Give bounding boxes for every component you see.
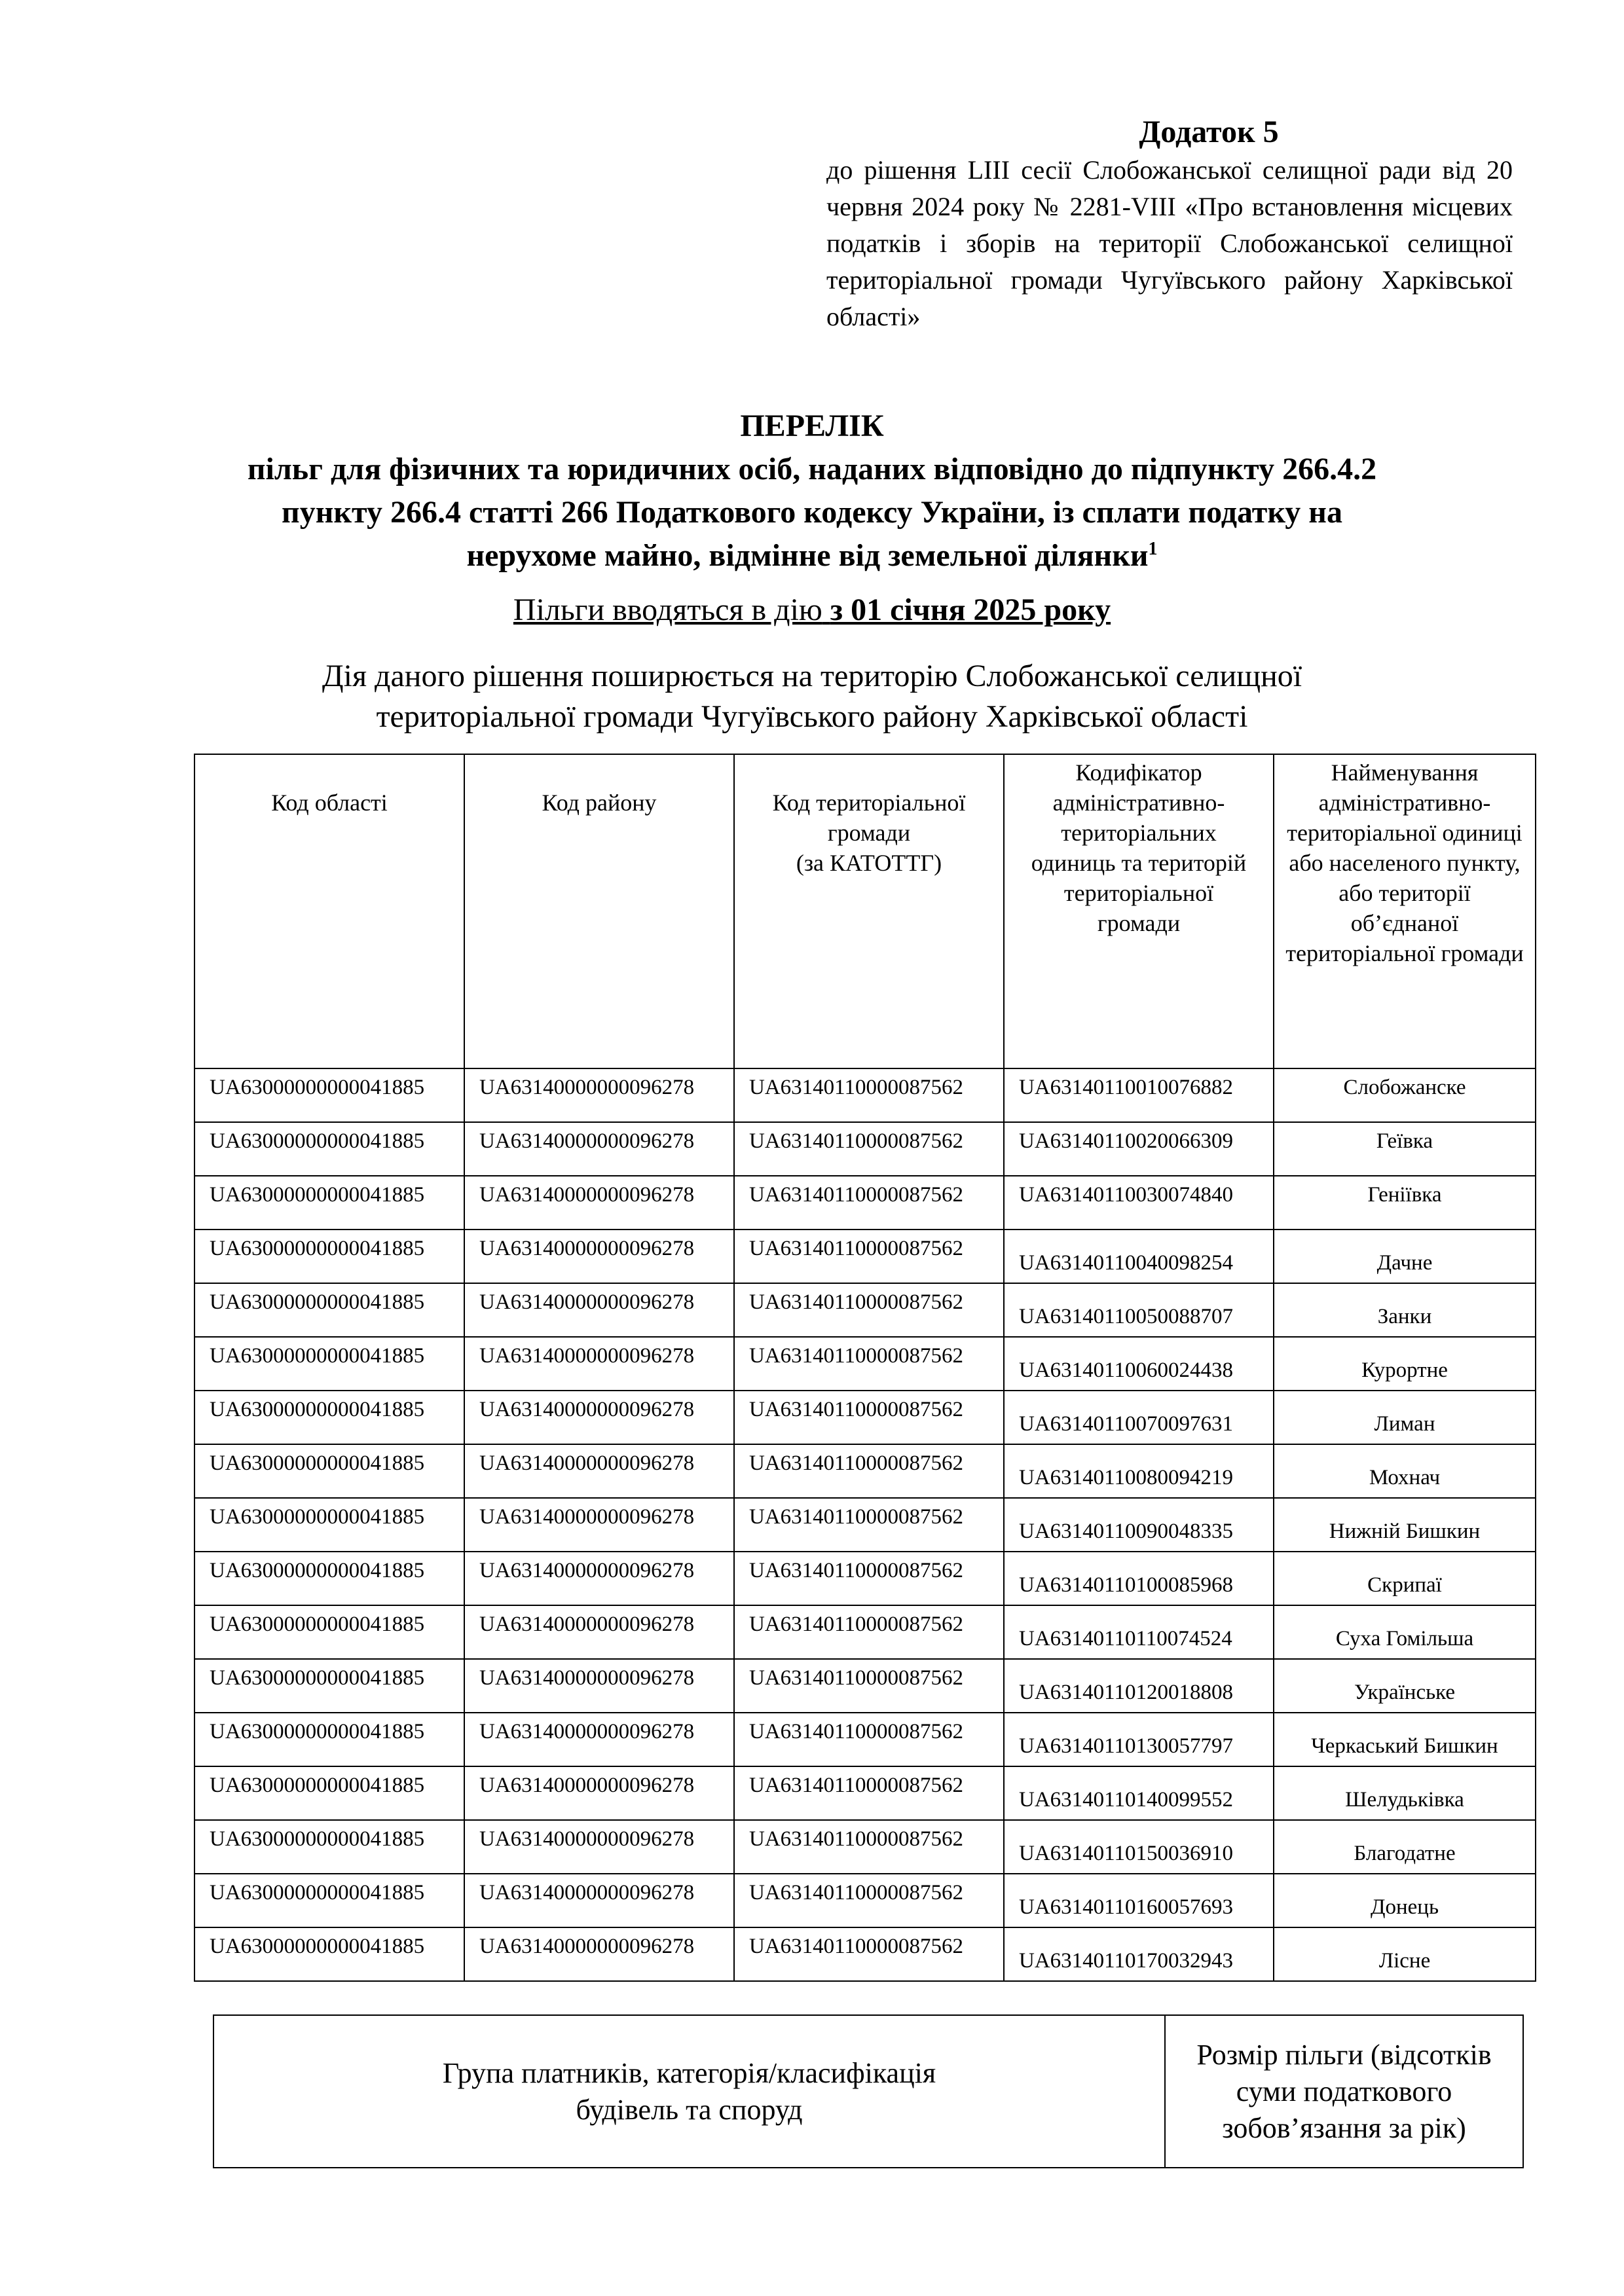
table-row [194,1230,1536,1283]
cell-codifier [1004,1605,1274,1659]
cell-community [734,1659,1004,1713]
cell-community [734,1230,1004,1283]
table-header-row [194,754,1536,1068]
table-row [194,1122,1536,1176]
cell-community-text: UA63140110000087562 [749,1237,963,1260]
cell-district [464,1820,734,1874]
cell-region-text: UA63000000000041885 [210,1237,425,1260]
cell-name [1274,1927,1536,1981]
cell-codifier-text: UA63140110120018808 [1019,1681,1233,1704]
cell-codifier [1004,1874,1274,1927]
header-community-line-2: громади [827,820,911,846]
cell-name [1274,1820,1536,1874]
cell-community-text: UA63140110000087562 [749,1290,963,1314]
cell-name-text: Суха Гомільша [1335,1627,1474,1650]
cell-name-text: Мохнач [1369,1466,1441,1489]
cell-region-text: UA63000000000041885 [210,1613,425,1636]
table-row [194,1605,1536,1659]
cell-district [464,1498,734,1552]
cell-name [1274,1391,1536,1444]
cell-name-text: Дачне [1376,1251,1433,1275]
cell-region-text: UA63000000000041885 [210,1666,425,1690]
cell-region-text: UA63000000000041885 [210,1129,425,1153]
cell-district-text: UA63140000000096278 [479,1183,695,1207]
cell-codifier-text: UA63140110100085968 [1019,1573,1233,1597]
cell-district-text: UA63140000000096278 [479,1774,695,1797]
cell-name-text: Благодатне [1354,1842,1456,1865]
cell-name-text: Курортне [1361,1358,1448,1382]
cell-region-text: UA63000000000041885 [210,1720,425,1743]
cell-codifier-text: UA63140110020066309 [1019,1129,1233,1153]
cell-name [1274,1230,1536,1283]
cell-community [734,1444,1004,1498]
cell-region-text: UA63000000000041885 [210,1505,425,1529]
cell-name-text: Занки [1377,1305,1432,1328]
cell-district [464,1927,734,1981]
cell-codifier-text: UA63140110140099552 [1019,1788,1233,1812]
cell-community [734,1391,1004,1444]
table-row [194,1552,1536,1605]
cell-region-text: UA63000000000041885 [210,1290,425,1314]
cell-region [194,1230,464,1283]
benefit-size-header-text: Розмір пільги (відсотків суми податкового зобов’язання за рік) [1196,2038,1492,2144]
header-district-code: Код району [464,754,734,1068]
cell-region [194,1068,464,1122]
cell-codifier [1004,1068,1274,1122]
cell-district [464,1391,734,1444]
cell-region [194,1605,464,1659]
cell-community [734,1068,1004,1122]
cell-codifier-text: UA63140110050088707 [1019,1305,1233,1328]
cell-region-text: UA63000000000041885 [210,1559,425,1582]
scope-line-1: Дія даного рішення поширюється на територію Слобожанської селищної [322,659,1302,693]
cell-community-text: UA63140110000087562 [749,1881,963,1904]
cell-community-text: UA63140110000087562 [749,1613,963,1636]
cell-district [464,1283,734,1337]
cell-district [464,1122,734,1176]
cell-codifier-text: UA63140110130057797 [1019,1734,1233,1758]
cell-name [1274,1874,1536,1927]
cell-region-text: UA63000000000041885 [210,1344,425,1368]
cell-community [734,1498,1004,1552]
appendix-title: Додаток 5 [1139,115,1279,149]
header-codifier [1004,754,1274,1068]
header-unit-name-text: Найменування адміністративно-територіальної одиниці або населеного пункту, або території об’єднаної територіальної громади [1285,759,1524,966]
cell-region [194,1176,464,1230]
cell-region [194,1337,464,1391]
cell-community [734,1713,1004,1766]
cell-name-text: Лиман [1374,1412,1435,1436]
cell-community-text: UA63140110000087562 [749,1666,963,1690]
cell-codifier-text: UA63140110030074840 [1019,1183,1233,1207]
cell-district [464,1444,734,1498]
cell-community [734,1874,1004,1927]
cell-community [734,1176,1004,1230]
cell-community-text: UA63140110000087562 [749,1827,963,1851]
effective-date-line [0,591,1624,630]
cell-community [734,1552,1004,1605]
header-community-line-1: Код територіальної [772,790,966,816]
cell-name [1274,1659,1536,1713]
cell-codifier-text: UA63140110090048335 [1019,1520,1233,1543]
cell-codifier [1004,1927,1274,1981]
cell-region-text: UA63000000000041885 [210,1827,425,1851]
cell-community [734,1927,1004,1981]
heading-title: ПЕРЕЛІК [740,409,884,443]
cell-community-text: UA63140110000087562 [749,1451,963,1475]
cell-name-text: Донець [1370,1895,1439,1919]
document-heading [0,405,1624,577]
cell-community [734,1122,1004,1176]
cell-region [194,1122,464,1176]
cell-codifier-text: UA63140110170032943 [1019,1949,1233,1973]
cell-community-text: UA63140110000087562 [749,1559,963,1582]
group-header-line-2: будівель та споруд [576,2093,803,2126]
cell-region-text: UA63000000000041885 [210,1451,425,1475]
cell-region [194,1766,464,1820]
table-row [194,1874,1536,1927]
cell-district [464,1176,734,1230]
cell-community [734,1766,1004,1820]
cell-district-text: UA63140000000096278 [479,1613,695,1636]
cell-community [734,1337,1004,1391]
cell-community-text: UA63140110000087562 [749,1183,963,1207]
cell-district-text: UA63140000000096278 [479,1237,695,1260]
table-row [194,1927,1536,1981]
cell-district-text: UA63140000000096278 [479,1827,695,1851]
cell-district [464,1766,734,1820]
cell-district-text: UA63140000000096278 [479,1129,695,1153]
cell-codifier [1004,1283,1274,1337]
table-row [194,1068,1536,1122]
cell-district [464,1605,734,1659]
cell-community [734,1820,1004,1874]
cell-community-text: UA63140110000087562 [749,1344,963,1368]
table-body [194,1068,1536,1981]
cell-region [194,1552,464,1605]
cell-region [194,1391,464,1444]
cell-district [464,1874,734,1927]
table-row [194,1820,1536,1874]
cell-name [1274,1444,1536,1498]
cell-region [194,1659,464,1713]
table-row [194,1713,1536,1766]
cell-name [1274,1176,1536,1230]
cell-region-text: UA63000000000041885 [210,1881,425,1904]
cell-name-text: Нижній Бишкин [1329,1520,1481,1543]
heading-line-1: пільг для фізичних та юридичних осіб, наданих відповідно до підпункту 266.4.2 [247,452,1377,486]
cell-region-text: UA63000000000041885 [210,1935,425,1958]
cell-codifier [1004,1337,1274,1391]
cell-district-text: UA63140000000096278 [479,1720,695,1743]
appendix-block [826,113,1513,335]
header-codifier-text: Кодифікатор адміністративно-територіальних одиниць та територій територіальної громади [1031,759,1247,936]
cell-region [194,1283,464,1337]
cell-codifier-text: UA63140110010076882 [1019,1076,1233,1099]
cell-codifier [1004,1820,1274,1874]
cell-name [1274,1766,1536,1820]
table-row [194,1766,1536,1820]
cell-region-text: UA63000000000041885 [210,1183,425,1207]
cell-district [464,1659,734,1713]
cell-name [1274,1283,1536,1337]
header-region-code: Код області [194,754,464,1068]
cell-name-text: Геніївка [1367,1183,1442,1207]
table-row [194,1176,1536,1230]
scope-statement [0,656,1624,737]
cell-codifier [1004,1552,1274,1605]
cell-codifier [1004,1391,1274,1444]
cell-name [1274,1498,1536,1552]
cell-codifier-text: UA63140110080094219 [1019,1466,1233,1489]
benefit-header-row [213,2015,1523,2168]
effective-date: з 01 січня 2025 року [830,592,1111,627]
cell-region [194,1927,464,1981]
cell-name-text: Слобожанске [1343,1076,1466,1099]
cell-codifier [1004,1498,1274,1552]
cell-region-text: UA63000000000041885 [210,1398,425,1421]
group-header-line-1: Група платників, категорія/класифікація [442,2056,936,2089]
footnote-mark: 1 [1148,539,1158,559]
cell-name [1274,1068,1536,1122]
cell-district [464,1230,734,1283]
heading-line-3-text: нерухоме майно, відмінне від земельної ділянки [466,538,1149,573]
cell-region [194,1444,464,1498]
cell-codifier [1004,1122,1274,1176]
cell-community-text: UA63140110000087562 [749,1398,963,1421]
cell-codifier-text: UA63140110040098254 [1019,1251,1233,1275]
cell-district-text: UA63140000000096278 [479,1935,695,1958]
table-row [194,1659,1536,1713]
cell-district-text: UA63140000000096278 [479,1559,695,1582]
cell-name-text: Геївка [1376,1129,1433,1153]
cell-district [464,1552,734,1605]
cell-district-text: UA63140000000096278 [479,1505,695,1529]
cell-region [194,1874,464,1927]
cell-name [1274,1713,1536,1766]
header-unit-name [1274,754,1536,1068]
heading-line-3 [0,534,1624,577]
benefit-size-header [1165,2015,1523,2168]
cell-codifier-text: UA63140110060024438 [1019,1358,1233,1382]
cell-district-text: UA63140000000096278 [479,1344,695,1368]
cell-region [194,1498,464,1552]
cell-district [464,1068,734,1122]
cell-codifier [1004,1176,1274,1230]
cell-name [1274,1122,1536,1176]
cell-district [464,1337,734,1391]
table-row [194,1498,1536,1552]
cell-codifier-text: UA63140110150036910 [1019,1842,1233,1865]
cell-district-text: UA63140000000096278 [479,1076,695,1099]
scope-line-2: територіальної громади Чугуївського району Харківської області [376,699,1248,734]
cell-name-text: Черкаський Бишкин [1311,1734,1498,1758]
cell-name-text: Українське [1354,1681,1456,1704]
cell-codifier-text: UA63140110160057693 [1019,1895,1233,1919]
table-row [194,1391,1536,1444]
cell-codifier-text: UA63140110110074524 [1019,1627,1232,1650]
territory-codes-table [194,754,1536,1982]
cell-region [194,1820,464,1874]
cell-district-text: UA63140000000096278 [479,1451,695,1475]
table-row [194,1283,1536,1337]
effective-prefix: Пільги вводяться в дію [513,592,822,627]
cell-name-text: Лісне [1378,1949,1431,1973]
cell-name [1274,1337,1536,1391]
table-row [194,1337,1536,1391]
cell-district-text: UA63140000000096278 [479,1398,695,1421]
cell-community-text: UA63140110000087562 [749,1774,963,1797]
cell-district [464,1713,734,1766]
cell-community-text: UA63140110000087562 [749,1129,963,1153]
cell-district-text: UA63140000000096278 [479,1666,695,1690]
heading-line-2: пункту 266.4 статті 266 Податкового кодексу України, із сплати податку на [282,495,1342,530]
cell-community [734,1605,1004,1659]
cell-name [1274,1605,1536,1659]
cell-name-text: Скрипаї [1367,1573,1442,1597]
cell-region [194,1713,464,1766]
cell-region-text: UA63000000000041885 [210,1774,425,1797]
group-header [213,2015,1165,2168]
cell-codifier [1004,1659,1274,1713]
cell-codifier [1004,1444,1274,1498]
benefit-table [213,2014,1524,2168]
cell-codifier-text: UA63140110070097631 [1019,1412,1233,1436]
cell-community-text: UA63140110000087562 [749,1076,963,1099]
table-row [194,1444,1536,1498]
cell-community-text: UA63140110000087562 [749,1505,963,1529]
cell-community-text: UA63140110000087562 [749,1935,963,1958]
cell-name-text: Шелудьківка [1345,1788,1464,1812]
cell-district-text: UA63140000000096278 [479,1881,695,1904]
cell-codifier [1004,1230,1274,1283]
cell-community-text: UA63140110000087562 [749,1720,963,1743]
cell-district-text: UA63140000000096278 [479,1290,695,1314]
cell-region-text: UA63000000000041885 [210,1076,425,1099]
cell-community [734,1283,1004,1337]
cell-codifier [1004,1713,1274,1766]
cell-name [1274,1552,1536,1605]
header-community-code [734,754,1004,1068]
appendix-text: до рішення LIII сесії Слобожанської селищної ради від 20 червня 2024 року № 2281-VIII «Про встановлення місцевих податків і зборів на території Слобожанської селищної територіальної громади Чугуївського району Харківської області» [826,155,1513,331]
cell-codifier [1004,1766,1274,1820]
header-community-line-3: (за КАТОТТГ) [796,850,942,876]
